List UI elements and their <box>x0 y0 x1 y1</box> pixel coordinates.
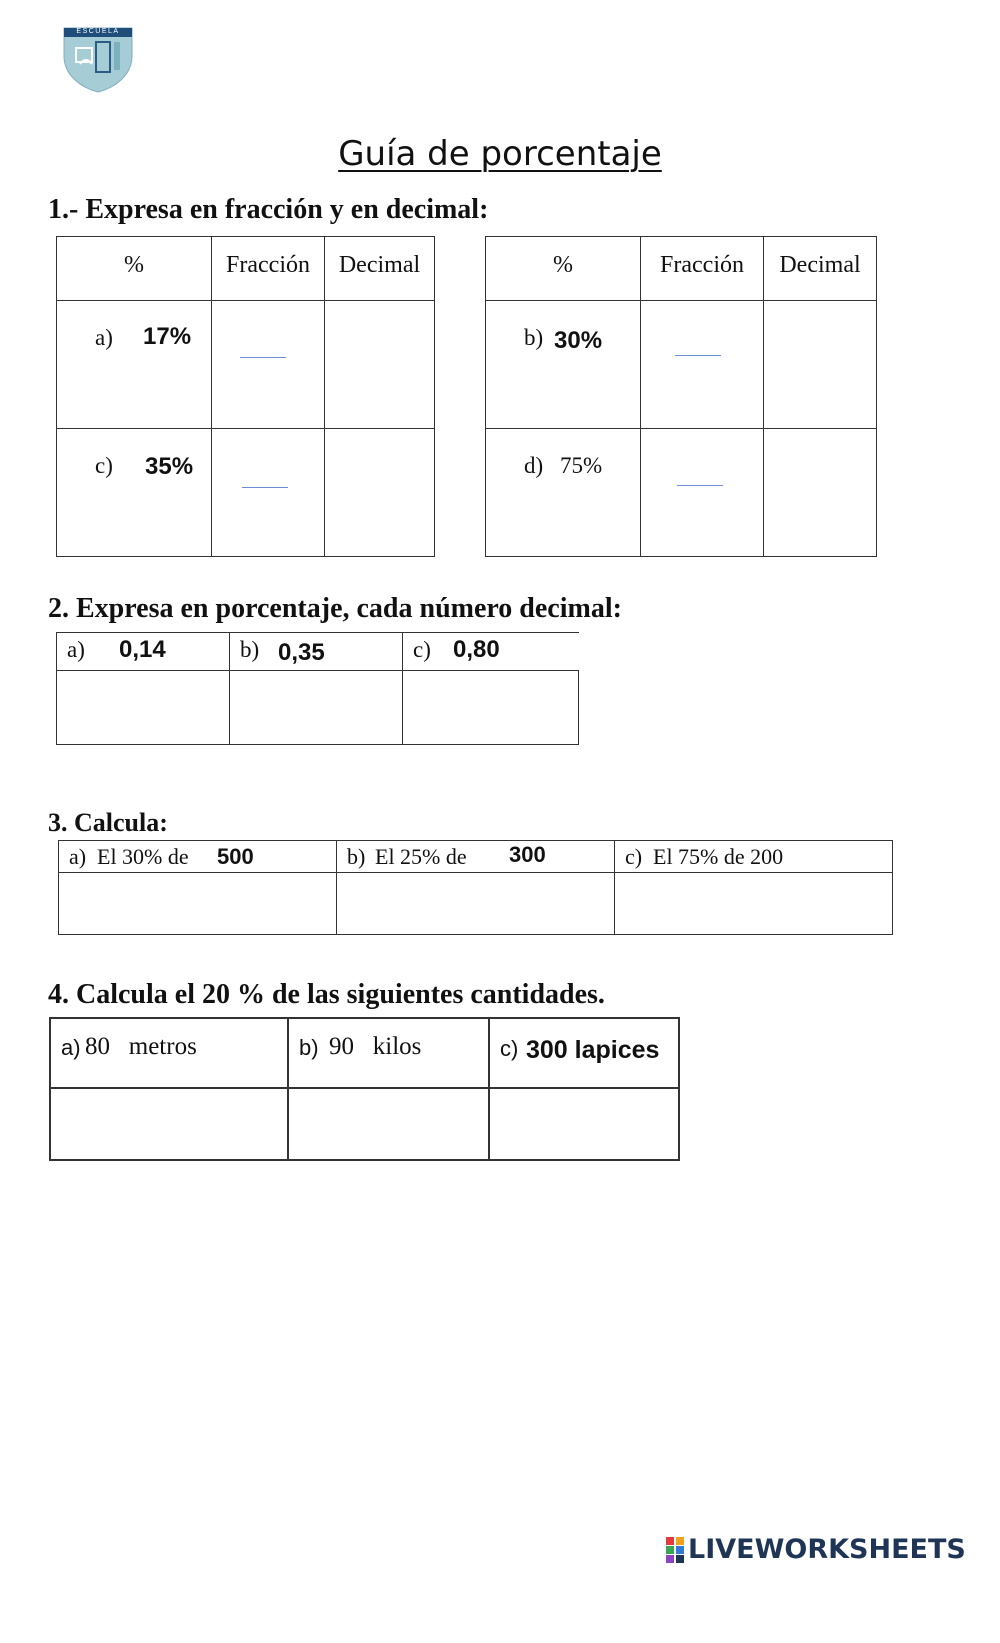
brand-name: LIVEWORKSHEETS <box>688 1534 966 1565</box>
section4-table <box>49 1017 680 1161</box>
section1-table-left <box>56 236 435 557</box>
section1-table-right <box>485 236 877 557</box>
decimal-answer-cell[interactable] <box>764 301 877 429</box>
item-value: 30% <box>554 327 603 354</box>
page-title: Guía de porcentaje <box>338 134 662 174</box>
item-text: El 30% de <box>97 844 189 869</box>
answer-cell[interactable] <box>288 1088 489 1160</box>
school-logo <box>62 26 134 94</box>
item-value: 75% <box>560 453 603 478</box>
answer-cell[interactable] <box>57 671 230 745</box>
answer-cell[interactable] <box>59 873 337 935</box>
answer-cell[interactable] <box>50 1088 288 1160</box>
liveworksheets-logo <box>666 1534 966 1566</box>
answer-cell[interactable] <box>337 873 615 935</box>
item-text: El 75% de 200 <box>653 844 784 869</box>
section2-table <box>56 632 579 745</box>
item-label: b) <box>240 637 260 662</box>
item-value: 500 <box>217 844 254 869</box>
answer-cell[interactable] <box>230 671 403 745</box>
item-text: 80 metros <box>85 1033 197 1060</box>
section1-heading: 1.- Expresa en fracción y en decimal: <box>48 194 489 225</box>
item-label: a) <box>61 1035 81 1060</box>
fraction-answer-cell[interactable] <box>212 429 325 557</box>
answer-cell[interactable] <box>489 1088 679 1160</box>
item-label: c) <box>413 637 431 662</box>
item-text: El 25% de <box>375 844 467 869</box>
header-fraction: Fracción <box>212 237 325 301</box>
item-value: 35% <box>145 453 194 480</box>
section4-heading: 4. Calcula el 20 % de las siguientes cantidades. <box>48 979 605 1010</box>
header-decimal: Decimal <box>764 237 877 301</box>
decimal-answer-cell[interactable] <box>325 301 435 429</box>
section3-table <box>58 840 893 935</box>
answer-cell[interactable] <box>615 873 893 935</box>
answer-blank[interactable] <box>677 485 723 486</box>
item-label: a) <box>95 325 113 350</box>
item-value: 17% <box>143 323 192 350</box>
section3-heading: 3. Calcula: <box>48 808 168 837</box>
item-label: a) <box>69 844 87 869</box>
item-value: 0,14 <box>119 636 166 663</box>
item-text: 300 lapices <box>526 1036 660 1064</box>
item-label: d) <box>524 453 544 478</box>
header-percent: % <box>57 237 212 301</box>
item-label: c) <box>95 453 113 478</box>
fraction-answer-cell[interactable] <box>212 301 325 429</box>
item-label: c) <box>500 1036 519 1061</box>
header-percent: % <box>486 237 641 301</box>
item-label: c) <box>625 844 643 869</box>
item-label: b) <box>299 1035 319 1060</box>
answer-blank[interactable] <box>242 487 288 488</box>
item-value: 300 <box>509 842 546 867</box>
decimal-answer-cell[interactable] <box>325 429 435 557</box>
decimal-answer-cell[interactable] <box>764 429 877 557</box>
fraction-answer-cell[interactable] <box>641 429 764 557</box>
item-label: a) <box>67 637 85 662</box>
item-value: 0,35 <box>278 639 325 666</box>
fraction-answer-cell[interactable] <box>641 301 764 429</box>
header-fraction: Fracción <box>641 237 764 301</box>
answer-blank[interactable] <box>675 355 721 356</box>
header-decimal: Decimal <box>325 237 435 301</box>
answer-blank[interactable] <box>240 357 286 358</box>
answer-cell[interactable] <box>403 671 579 745</box>
item-text: 90 kilos <box>329 1033 422 1060</box>
shield-icon <box>62 26 134 94</box>
item-label: b) <box>524 325 544 350</box>
section2-heading: 2. Expresa en porcentaje, cada número decimal: <box>48 593 622 624</box>
item-value: 0,80 <box>453 636 500 663</box>
logo-text: ESCUELA <box>76 28 120 35</box>
item-label: b) <box>347 844 366 869</box>
grid-logo-icon <box>666 1537 686 1563</box>
